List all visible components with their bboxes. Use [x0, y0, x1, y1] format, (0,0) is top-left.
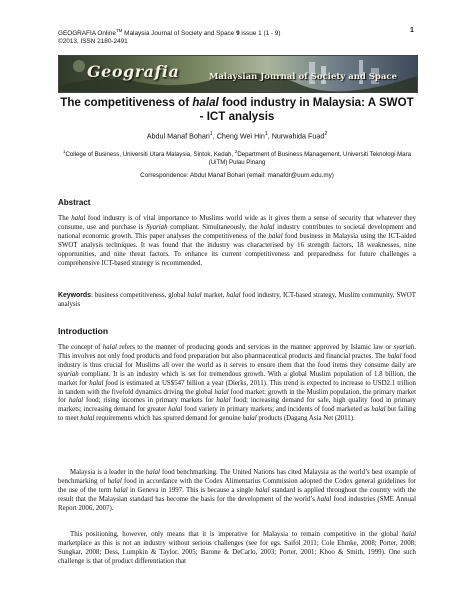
text-run: marketplace as this is not an industry without serious challenges (see for egs. Saifol 2011; Cole Ehmke, 2008; Porter, 2008; Sungkar, 2008; Dess, Lumpkin & Taylor, 2005; Barone & DeCarlo, 2003; Porter, 2001; Khoo & Smith, 1999). One such challenge is that of product differentiation that [58, 539, 416, 565]
italic-term: halal [401, 531, 416, 538]
correspondence: Correspondence: Abdul Manaf Bohari (email: manafdr@uum.edu.my) [140, 172, 334, 179]
keywords-label: Keywords [58, 292, 91, 299]
issn-line: ©2013, ISSN 2180-2491 [58, 38, 128, 46]
volume-number: 9 [236, 30, 240, 38]
italic-term: Syariah [146, 223, 168, 231]
italic-term: halal [226, 292, 241, 299]
italic-term: syariah [393, 344, 415, 351]
issue-text: issue 1 (1 - 9) [239, 30, 281, 38]
italic-term: halal [113, 486, 128, 494]
italic-term: halal [168, 406, 183, 414]
text-run: food industry is thus crucial for Muslims all over the world as it serves to ensure them that the food items they consume daily are [58, 352, 416, 369]
italic-term: halal f [89, 379, 108, 387]
paper-title [58, 96, 416, 124]
page-number: 1 [410, 27, 414, 34]
text-run: market, [201, 292, 227, 299]
title-italic-word: halal [192, 96, 219, 109]
affiliation-line-2: (UiTM) Pulau Pinang [208, 159, 266, 167]
text-run: The concept of [58, 344, 103, 351]
intro-paragraph-3-text [58, 531, 416, 565]
italic-term: halal [255, 486, 270, 494]
text-run: products (Dagang Asia Net (2011). [256, 415, 355, 423]
title-part-2: food industry in Malaysia: A SWOT - ICT analysis [199, 96, 414, 123]
text-run: . This involves not only food products and food preparation but also pharmaceutical products and financial practes. The [58, 344, 416, 360]
text-run: food industries (SME Annual Report 2006, 2007). [58, 495, 416, 512]
affil-1: College of Business, Universiti Utara Malaysia, Sintok, Kedah, [65, 151, 235, 159]
banner-subtitle: Malaysian Journal of Society and Space [209, 72, 397, 82]
italic-term: halal [187, 292, 202, 299]
journal-banner [58, 55, 418, 93]
italic-term: halal [371, 406, 386, 414]
affil-2: Department of Business Management, Universiti Teknologi Mara [237, 151, 412, 159]
keywords-text [58, 292, 416, 308]
italic-term: halal [71, 215, 86, 222]
text-run: standard is applied throughout the country with the result that the Malaysian standard has become the basis for the development of the world’s [58, 486, 416, 503]
author-name: Abdul Manaf Bohari [146, 131, 210, 141]
author-name: Cheng Wei Hin [216, 131, 265, 141]
text-run: food market: growth in the Muslim population, the primary market for [58, 388, 416, 405]
italic-term: halal [317, 495, 332, 503]
affiliation-line-1 [58, 148, 416, 159]
italic-term: halal [145, 469, 160, 476]
text-run: Malaysia is a leader in the [70, 469, 146, 476]
text-run: This positioning, however, only means that it is imperative for Malaysia to remain competitive in the global [70, 531, 402, 538]
text-run: refers to the manner of producing goods and services in the manner approved by Islamic law or [116, 344, 394, 351]
text-run: ood is estimated at US$547 billion a year (Dierks, 2011). This trend is expected to increase to USD2.1 trillion in tandem with the fivefold dynamics driving the global [58, 379, 416, 396]
affiliations [58, 148, 416, 167]
intro-paragraph-2 [58, 469, 416, 514]
author-list: Abdul Manaf Bohari$^1$, Cheng Wei Hin$^1$, Nurwahida Fuad$^2$ [146, 131, 328, 141]
running-header [58, 27, 280, 46]
abstract-heading: Abstract [58, 198, 91, 207]
banner-logo: Geografia [87, 62, 180, 81]
introduction-heading: Introduction [58, 326, 109, 336]
author-sup: 1 [209, 131, 213, 137]
intro-paragraph-2-text [58, 469, 416, 512]
author-name: Nurwahida Fuad [271, 131, 325, 141]
text-run: but failing to meet [58, 406, 416, 423]
author-sup: 1 [264, 131, 268, 137]
text-run: in Geneva in 1997. This is because a single [127, 486, 256, 494]
italic-term: halal [242, 415, 257, 423]
text-run: food industry is of vital importance to Muslims world wide as it gives them a sense of security that whatever they consume, use and purchase is [58, 215, 416, 231]
italic-term: halal [102, 344, 117, 351]
italic-term: halal [68, 397, 84, 405]
text-run: food; increasing demand for safe, high quality food in primary markets; increasing demand for greater [58, 397, 416, 414]
italic-term: halal [387, 352, 402, 360]
affil-sup: 2 [234, 149, 238, 154]
intro-paragraph-3 [58, 531, 416, 567]
abstract-text [58, 215, 416, 268]
text-run: compliant. It is an industry which is set for tremendous growth. With a global Muslim population of 1.8 billion, the market for [58, 370, 416, 387]
text-run: : business competitiveness, global [90, 292, 188, 299]
author-sup: 2 [324, 131, 328, 137]
italic-term: syariah [58, 370, 79, 378]
text-run: food benchmarking. The United Nations has cited Malaysia as the world’s best example of benchmarking of [58, 469, 416, 485]
text-run: requirements which has spurred demand for genuine [94, 415, 243, 423]
text-run: food industry, ICT-based strategy, Muslim community, SWOT analysis [58, 292, 416, 308]
journal-line [58, 27, 280, 38]
italic-term: halal [214, 388, 229, 396]
intro-paragraph-1 [58, 344, 416, 424]
text-run: The [58, 215, 72, 222]
text-run: industry contributes to societal development and national economic growth. This paper analyses the competitiveness of the [58, 223, 416, 240]
title-part-1: The competitiveness of [60, 96, 193, 109]
italic-term: halal [216, 397, 231, 405]
journal-subtitle: Malaysia Journal of Society and Space [122, 30, 237, 38]
italic-term: halal [260, 223, 275, 231]
text-run: compliant. Simultaneously, the [167, 223, 261, 231]
journal-name: GEOGRAFIA Online [58, 30, 116, 38]
text-run: food; rising incomes in primary markets for [83, 397, 217, 405]
trademark-mark: TM [115, 28, 123, 33]
text-run: food in accordance with the Codex Alimentarius Commission adopted the Codex general guidelines for the use of the term [58, 477, 416, 494]
italic-term: halal [80, 415, 95, 423]
italic-term: halal [107, 477, 122, 485]
keywords [58, 292, 416, 310]
text-run: food business in Malaysia using the ICT-aided SWOT analysis techniques. It was found that the industry was characterised by 16 strength factors, 18 weaknesses, nine opportunities, and nine threat factors. To enhance its current competitiveness and preparedness for future challenges a comprehensive ICT-based strategy is recommended. [58, 232, 416, 267]
text-run: food variety in primary markets; and incidents of food marketed as [182, 406, 372, 414]
italic-term: halal [268, 232, 283, 240]
affil-sup: 1 [62, 149, 66, 154]
